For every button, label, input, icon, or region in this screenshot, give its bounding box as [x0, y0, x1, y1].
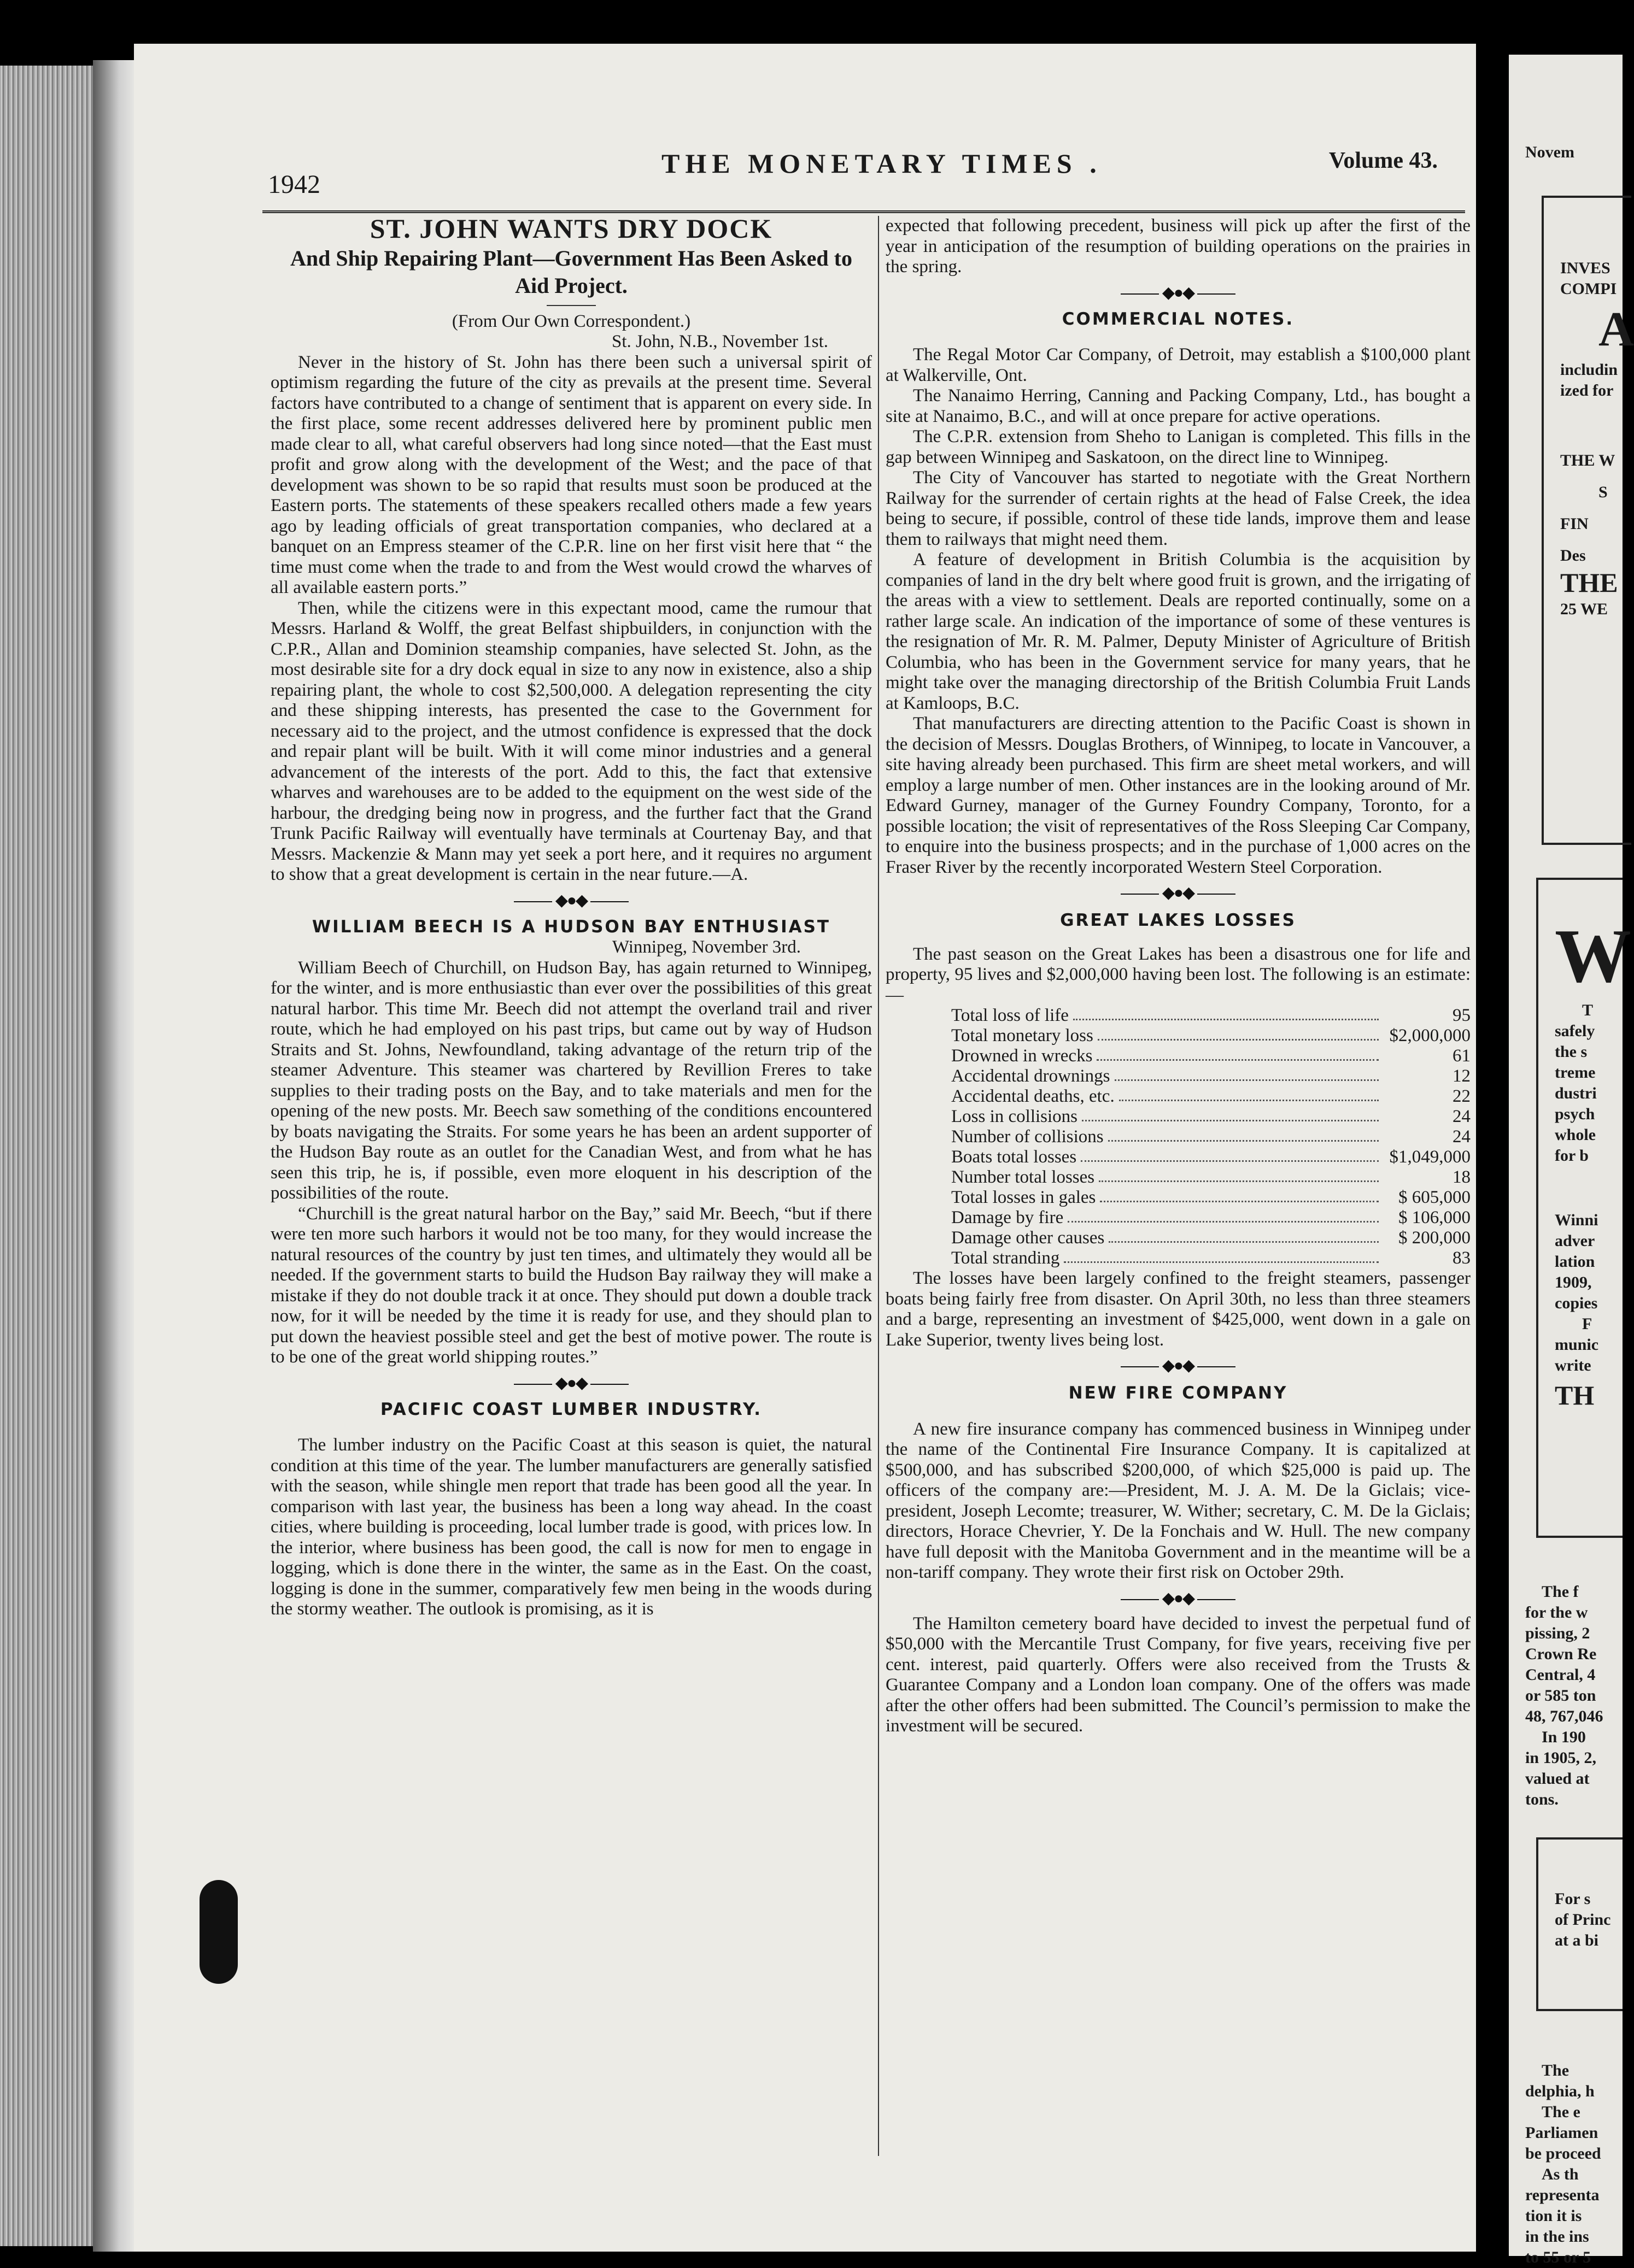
paragraph: The Hamilton cemetery board have decided to invest the perpetual fund of $50,000 with the Mercantile Trust Company, for five years, receiving five per cent. interest, paid quarterly. Offers were also received from the Trusts & Guarantee Company and a London loan company. One of the offers was made after the other offers had been submitted. The Council’s permission to make the investment will be secured. — [886, 1613, 1471, 1736]
fragment-text: Central, 4 — [1525, 1666, 1596, 1684]
fragment-text: Crown Re — [1525, 1645, 1597, 1663]
fragment-text: FIN — [1560, 515, 1589, 533]
fragment-text: valued at — [1525, 1770, 1590, 1788]
book-page-stack — [0, 66, 93, 2246]
publication-title: THE MONETARY TIMES . — [661, 148, 1102, 179]
section-ornament: ◆●◆ — [271, 1372, 872, 1394]
fragment-text: Des — [1560, 547, 1586, 565]
section-ornament: ◆●◆ — [886, 882, 1471, 904]
fragment-text: write — [1555, 1356, 1591, 1374]
paragraph: The lumber industry on the Pacific Coast at this season is quiet, the natural condition at this time of the year. The lumber manufacturers are generally satisfied with the season, while shingle men report that trade has been good all the year. In comparison with last year, the business has been a long way ahead. In the coast cities, where building is proceeding, local lumber trade is good, with prices low. In the interior, where business has been good, the call is now for men to engage in logging, which is done there in the winter, the same as in the East. On the coast, logging is done in the summer, comparatively few men being in the woods during the stormy weather. The outlook is promising, as it is — [271, 1435, 872, 1619]
estimate-row: Damage other causes $ 200,000 — [951, 1228, 1471, 1248]
paragraph: The Regal Motor Car Company, of Detroit, may establish a $100,000 plant at Walkerville, Ont. — [886, 345, 1471, 385]
fragment-text: in 1905, 2, — [1525, 1749, 1597, 1767]
page-number: 1942 — [268, 170, 320, 199]
estimate-row: Total losses in gales $ 605,000 — [951, 1188, 1471, 1207]
fragment-text: THE — [1560, 567, 1618, 598]
paragraph: The City of Vancouver has started to negotiate with the Great Northern Railway for the surrender of certain rights at the head of False Creek, the idea being to secure, if possible, control of these tide lands, improve them and lease them to railways that might need them. — [886, 468, 1471, 549]
fragment-text: adver — [1555, 1232, 1595, 1250]
facing-page-fragment — [1509, 55, 1634, 2266]
paragraph-continuation: expected that following precedent, business will pick up after the first of the year in anticipation of the resumption of building operations on the prairies in the spring. — [886, 216, 1471, 277]
paragraph: The Nanaimo Herring, Canning and Packing Company, Ltd., has bought a site at Nanaimo, B.C., and will at once prepare for active operations. — [886, 386, 1471, 426]
fragment-text: delphia, h — [1525, 2082, 1595, 2100]
losses-estimate-table — [886, 1006, 1471, 1268]
fragment-text: pissing, 2 — [1525, 1624, 1590, 1642]
dateline-winnipeg: Winnipeg, November 3rd. — [612, 937, 801, 957]
fragment-text: Winni — [1555, 1211, 1598, 1229]
page-header — [268, 98, 1460, 199]
estimate-row: Loss in collisions 24 — [951, 1107, 1471, 1126]
estimate-row: Accidental drownings 12 — [951, 1066, 1471, 1086]
facing-page-header: Novem — [1525, 143, 1574, 161]
book-binding-edge — [93, 60, 137, 2252]
headline-fire: NEW FIRE COMPANY — [1068, 1383, 1288, 1403]
fragment-text: 25 WE — [1560, 600, 1608, 618]
headline-dry-dock: ST. JOHN WANTS DRY DOCK — [370, 213, 773, 244]
fragment-text: to 55 or 5 — [1525, 2248, 1591, 2266]
estimate-row: Total monetary loss $2,000,000 — [951, 1026, 1471, 1045]
estimate-row: Total stranding 83 — [951, 1248, 1471, 1268]
fragment-text: psych — [1555, 1105, 1595, 1123]
paragraph: Never in the history of St. John has there been such a universal spirit of optimism regarding the future of the city as prevails at the present time. Several factors have contributed to a change of sentiment that is apparent on every side. In the first place, some recent addresses delivered here by prominent public men made clear to all, what careful observers had long since noted—that the East must profit and grow along with the development of the West; and the pace of that development was shown to be so rapid that results must soon be produced at the Eastern ports. The statements of these speakers recalled others made a few years ago by leading officials of great transportation companies, who declared at a banquet on an Empress steamer of the C.P.R. line on her first visit here that “ the time must come when the trade to and from the West would crowd the wharves of all available eastern ports.” — [271, 352, 872, 597]
section-ornament: ◆●◆ — [271, 890, 872, 912]
fragment-text: S — [1598, 483, 1608, 501]
section-ornament: ◆●◆ — [886, 1588, 1471, 1609]
volume-label: Volume 43. — [1328, 148, 1438, 173]
estimate-row: Boats total losses $1,049,000 — [951, 1147, 1471, 1167]
paragraph: That manufacturers are directing attention to the Pacific Coast is shown in the decision of Messrs. Douglas Brothers, of Winnipeg, to locate in Vancouver, a site having already been purchased. This firm are sheet metal workers, and will employ a large number of men. Other instances are in the looking around of Mr. Edward Gurney, manager of the Gurney Foundry Company, Toronto, for a possible location; the visit of representatives of the Ross Sleeping Car Company, to enquire into the business prospects; and in the purchase of 1,000 acres on the Fraser River by the recently incorporated Western Steel Corporation. — [886, 714, 1471, 877]
fragment-text: COMPI — [1560, 280, 1617, 298]
estimate-row: Accidental deaths, etc. 22 — [951, 1086, 1471, 1106]
facing-ad-box-1 — [1542, 196, 1634, 845]
fragment-text: As th — [1542, 2165, 1579, 2183]
fragment-text: F — [1582, 1315, 1592, 1333]
fragment-text: munic — [1555, 1336, 1599, 1354]
dateline-st-john: St. John, N.B., November 1st. — [612, 332, 828, 351]
fragment-text: in the ins — [1525, 2228, 1589, 2246]
paragraph: William Beech of Churchill, on Hudson Bay, has again returned to Winnipeg, for the winter, and is more enthusiastic than ever over the possibilities of this great natural harbor. This time Mr. Beech did not attempt the overland trail and river route, which he had employed on his past trips, but came out by way of Hudson Straits and St. Johns, Newfoundland, taking advantage of the return trip of the steamer Adventure. This steamer was chartered by Revillion Freres to take supplies to their trading posts on the Bay, and to take materials and men for the opening of the new posts. Mr. Beech saw something of the conditions encountered by boats navigating the Straits. For some years he has been an ardent supporter of the Hudson Bay route as an outlet for the Canadian West, and from what he has seen this trip, he is, if possible, even more eloquent in his description of the possibilities of the route. — [271, 957, 872, 1203]
fragment-text: lation — [1555, 1253, 1595, 1271]
facing-ad-box-3 — [1536, 1837, 1623, 2011]
fragment-text: the s — [1555, 1043, 1588, 1061]
fragment-text: 48, 767,046 — [1525, 1707, 1603, 1725]
paragraph: Then, while the citizens were in this expectant mood, came the rumour that Messrs. Harland & Wolff, the great Belfast shipbuilders, in conjunction with the C.P.R., Allan and Dominion steamship companies, have selected St. John, as the most desirable site for a dry dock equal in size to any now in existence, also a ship repairing plant, the whole to cost $2,500,000. A delegation representing the city and these shipping interests, has presented the case to the Government for necessary aid to the project, and the utmost confidence is expressed that the dock and repair plant will be built. With it will come minor industries and a general advancement of the interests of the port. Add to this, the fact that extensive wharves and warehouses are to be added to the equipment on the west side of the harbour, the dredging being now in progress, and the further fact that the Grand Trunk Pacific Railway will eventually have terminals at Courtenay Bay, and that Messrs. Mackenzie & Mann may yet seek a port here, and it requires no argument to show that a great development is certain in the near future.—A. — [271, 598, 872, 884]
fragment-text: The e — [1542, 2103, 1580, 2121]
subheadline-dry-dock: And Ship Repairing Plant—Government Has Been Asked to Aid Project. — [290, 245, 852, 298]
fragment-text: Parliamen — [1525, 2124, 1598, 2142]
fragment-text: includin — [1560, 361, 1618, 379]
estimate-row: Number total losses 18 — [951, 1167, 1471, 1187]
fragment-text: A — [1598, 302, 1634, 356]
headline-lakes: GREAT LAKES LOSSES — [1060, 910, 1296, 930]
fragment-text: In 190 — [1542, 1728, 1586, 1746]
binder-ring — [200, 1880, 238, 1984]
fragment-text: TH — [1555, 1380, 1595, 1411]
headline-lumber: PACIFIC COAST LUMBER INDUSTRY. — [380, 1399, 763, 1419]
headline-commercial: COMMERCIAL NOTES. — [1062, 309, 1295, 329]
paragraph: The past season on the Great Lakes has been a disastrous one for life and property, 95 lives and $2,000,000 having been lost. The following is an estimate:— — [886, 944, 1471, 1005]
fragment-text: 1909, — [1555, 1273, 1592, 1291]
column-rule — [878, 216, 879, 2156]
estimate-row: Number of collisions 24 — [951, 1127, 1471, 1147]
fragment-text: at a bi — [1555, 1931, 1599, 1949]
estimate-row: Total loss of life 95 — [951, 1006, 1471, 1025]
paragraph: The C.P.R. extension from Sheho to Lanigan is completed. This fills in the gap between Winnipeg and Saskatoon, on the direct line to Winnipeg. — [886, 427, 1471, 467]
fragment-text: whole — [1555, 1126, 1596, 1144]
fragment-text: of Princ — [1555, 1911, 1611, 1929]
fragment-text: INVES — [1560, 259, 1610, 277]
fragment-text: The — [1542, 2061, 1569, 2079]
estimate-row: Drowned in wrecks 61 — [951, 1046, 1471, 1066]
facing-ad-box-2 — [1536, 878, 1631, 1538]
fragment-text: tion it is — [1525, 2207, 1582, 2225]
paragraph: “Churchill is the great natural harbor on the Bay,” said Mr. Beech, “but if there were ten more such harbors it would not be too many, for they would increase the natural resources of the country by just ten times, and ultimately they would all be needed. If the government starts to build the Hudson Bay railway they will make a mistake if they do not double track it at once. They should put down a double track now, for it will be needed by the time it is ready for use, and they should plan to put down the heaviest possible steel and get the best of motive power. The route is to be one of the great world shipping routes.” — [271, 1203, 872, 1367]
fragment-text: for b — [1555, 1147, 1589, 1165]
fragment-text: dustri — [1555, 1084, 1597, 1102]
facing-column-text — [1509, 1582, 1623, 1810]
facing-column-text-2 — [1509, 2060, 1623, 2268]
fragment-text: or 585 ton — [1525, 1687, 1596, 1705]
fragment-text: copies — [1555, 1294, 1598, 1312]
headline-beech: WILLIAM BEECH IS A HUDSON BAY ENTHUSIAST — [312, 916, 831, 937]
fragment-text: For s — [1555, 1890, 1591, 1908]
estimate-row: Damage by fire $ 106,000 — [951, 1208, 1471, 1227]
fragment-text: representa — [1525, 2186, 1600, 2204]
page-gutter — [1476, 0, 1509, 2256]
fragment-text: The f — [1542, 1583, 1579, 1601]
fragment-text: W — [1555, 914, 1631, 998]
fragment-text: treme — [1555, 1064, 1596, 1082]
short-rule — [547, 305, 596, 306]
fragment-text: tons. — [1525, 1790, 1559, 1808]
paragraph: A new fire insurance company has commenced business in Winnipeg under the name of the Continental Fire Insurance Company. It is capitalized at $500,000, and has subscribed $200,000, of which $25,000 is paid up. The officers of the company are:—President, M. J. A. M. De la Giclais; vice-president, Joseph Lecomte; treasurer, W. Wither; secretary, C. M. De la Giclais; directors, Horace Chevrier, Y. De la Fonchais and W. Hull. The new company have full deposit with the Manitoba Government and in the meantime will be a non-tariff company. They wrote their first risk on October 29th. — [886, 1419, 1471, 1582]
fragment-text: safely — [1555, 1022, 1595, 1040]
section-ornament: ◆●◆ — [886, 1355, 1471, 1377]
fragment-text: THE W — [1560, 451, 1615, 469]
left-column — [271, 213, 872, 1620]
byline: (From Our Own Correspondent.) — [452, 311, 691, 331]
paragraph: The losses have been largely confined to the freight steamers, passenger boats being fairly free from disaster. On April 30th, no less than three steamers and a barge, representing an investment of $425,000, went down in a gale on Lake Superior, twenty lives being lost. — [886, 1268, 1471, 1350]
section-ornament: ◆●◆ — [886, 282, 1471, 304]
fragment-text: be proceed — [1525, 2144, 1601, 2163]
fragment-text: ized for — [1560, 381, 1614, 399]
paragraph: A feature of development in British Columbia is the acquisition by companies of land in the dry belt where good fruit is grown, and the irrigating of the areas with a view to settlement. Deals are reported continually, some on a rather large scale. An indication of the importance of some of these ventures is the resignation of Mr. R. M. Palmer, Deputy Minister of Agriculture of British Columbia, who has been in the Government service for many years, that he might take over the managing directorship of the British Columbia Fruit Lands at Kamloops, B.C. — [886, 550, 1471, 713]
right-column — [886, 216, 1471, 1737]
fragment-text: for the w — [1525, 1603, 1588, 1621]
fragment-text: T — [1582, 1001, 1594, 1019]
